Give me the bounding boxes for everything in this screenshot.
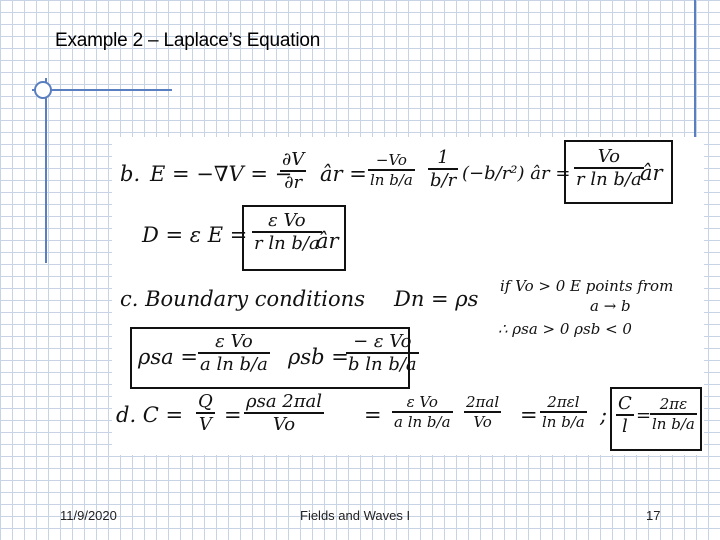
decorative-vertical-line — [45, 78, 47, 263]
part-c-rsa: ρsa = — [138, 345, 198, 369]
part-c-label: c. Boundary conditions — [120, 287, 365, 311]
part-d-frac-evo: $\frac{\text{ε Vo}}{\text{a ln b/a}}$ — [394, 393, 451, 431]
footer-course: Fields and Waves I — [300, 508, 411, 523]
part-d-frac-rsa: ρsa 2πal Vo — [246, 391, 323, 435]
part-d-sep: ; — [600, 403, 608, 427]
part-c-frac-rsa: $\frac{\text{ε Vo}}{\text{a ln b/a}}$ — [200, 331, 268, 375]
handwritten-notes — [112, 137, 704, 455]
decorative-corner-line — [694, 0, 696, 140]
part-c-frac-rsb: $\frac{\text{− ε Vo}}{\text{b ln b/a}}$ — [348, 331, 417, 375]
part-b-ar5: âr — [316, 229, 339, 253]
part-b-label: b. — [120, 162, 141, 186]
part-d-frac-qv: $\frac{Q}{V}$ — [198, 391, 213, 435]
part-d-eq: = — [224, 403, 242, 427]
part-b-frac-result: $\frac{Vo}{\text{r ln b/a}}$ — [576, 146, 642, 190]
part-d-frac-2pel: 2πεl ln b/a — [542, 393, 585, 431]
slide-title: Example 2 – Laplace’s Equation — [55, 30, 321, 51]
part-b-ar1: âr = — [320, 162, 367, 186]
part-c-rsb: ρsb = — [288, 345, 349, 369]
part-b-frac-d: $\frac{\text{ε Vo}}{\text{r ln b/a}}$ — [254, 210, 320, 254]
part-b-frac-vo-ln: $\frac{-Vo}{\text{ln b/a}}$ — [370, 151, 413, 189]
part-d-eq2: = — [364, 403, 382, 427]
part-d-frac-cl: $\frac{C}{l}$ — [618, 393, 632, 437]
part-b-frac-dv-dr: $\frac{\partial V}{\partial r}$ — [282, 149, 305, 193]
part-b-frac-1-br: $\frac{1}{b/r}$ — [430, 147, 457, 191]
part-d-frac-2pe: $\frac{2\pi\varepsilon}{\text{ln b/a}}$ — [652, 395, 695, 433]
part-c-note3: ∴ ρsa > 0 ρsb < 0 — [498, 320, 632, 338]
decorative-horizontal-line — [32, 89, 172, 91]
part-d-eq3: = — [520, 403, 538, 427]
part-d-frac-2pal: 2πal Vo — [466, 393, 500, 431]
part-b-d-lhs: D = ε E = — [142, 223, 248, 247]
part-b-paren: (−b/r²) âr = — [462, 163, 571, 184]
footer-date: 11/9/2020 — [60, 508, 117, 523]
part-d-label: d. C = — [116, 403, 184, 427]
part-b-ar4: âr — [640, 161, 663, 185]
part-c-note1: if Vo > 0 E points from — [500, 277, 674, 295]
part-d-eq4: = — [636, 405, 652, 426]
part-c-note2: a → b — [590, 297, 631, 315]
decorative-circle-icon — [34, 81, 52, 99]
footer-page-number: 17 — [646, 508, 661, 523]
part-c-dn: Dn = ρs — [394, 287, 479, 311]
part-b-eq-lhs: E = −∇V = − — [150, 162, 293, 186]
